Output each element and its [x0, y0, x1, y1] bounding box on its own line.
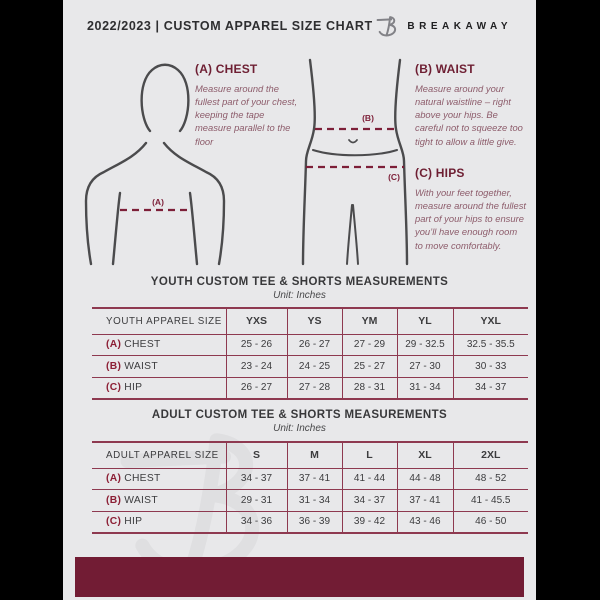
hips-body-text: With your feet together, measure around the fullest part of your hips to ensure you’ll have enough room to move comfortably.: [415, 187, 527, 251]
adult-waist-row: [92, 490, 528, 512]
youth-hip-ym: 28 - 31: [342, 377, 397, 399]
waist-instructions: [415, 62, 527, 148]
youth-chest-yxl: 32.5 - 35.5: [453, 334, 528, 356]
adult-section-title: ADULT CUSTOM TEE & SHORTS MEASUREMENTS: [151, 409, 448, 421]
adult-chest-l: 41 - 44: [342, 468, 397, 490]
size-chart-page: [63, 0, 536, 600]
size-column-l: L: [342, 442, 397, 468]
youth-size-header: YOUTH APPAREL SIZE: [106, 315, 222, 327]
adult-waist-label: (B) WAIST: [106, 494, 158, 506]
header: [63, 0, 536, 52]
youth-chest-yl: 29 - 32.5: [397, 334, 453, 356]
youth-waist-yxl: 30 - 33: [453, 356, 528, 378]
youth-hip-row: [92, 377, 528, 399]
size-column-ys: YS: [287, 308, 342, 334]
hips-heading: (C) HIPS: [415, 166, 465, 180]
youth-section-title: YOUTH CUSTOM TEE & SHORTS MEASUREMENTS: [150, 276, 449, 288]
adult-hip-l: 39 - 42: [342, 511, 397, 533]
adult-chest-2xl: 48 - 52: [453, 468, 528, 490]
youth-waist-ys: 24 - 25: [287, 356, 342, 378]
waist-body-text: Measure around your natural waistline – right above your hips. Be careful not to squeeze too tight to allow a little give.: [415, 83, 523, 147]
chest-body-text: Measure around the fullest part of your chest, keeping the tape measure parallel to the floor: [195, 83, 298, 147]
page-title: 2022/2023 | CUSTOM APPAREL SIZE CHART: [87, 19, 373, 33]
adult-waist-m: 31 - 34: [287, 490, 342, 512]
size-column-2xl: 2XL: [453, 442, 528, 468]
youth-chest-label: (A) CHEST: [106, 339, 161, 351]
brand: [375, 14, 512, 39]
youth-hip-ys: 27 - 28: [287, 377, 342, 399]
waist-heading: (B) WAIST: [415, 62, 475, 76]
brand-name: BREAKAWAY: [407, 20, 512, 32]
youth-chest-row: [92, 334, 528, 356]
waist-line-label: (B): [362, 113, 374, 123]
adult-hip-s: 34 - 36: [226, 511, 287, 533]
breakaway-logo-icon: [375, 14, 400, 39]
adult-hip-label: (C) HIP: [106, 516, 143, 527]
adult-hip-xl: 43 - 46: [397, 511, 453, 533]
hips-line-label: (C): [388, 172, 400, 182]
adult-chest-m: 37 - 41: [287, 468, 342, 490]
youth-hip-label: (C) HIP: [106, 382, 143, 393]
adult-unit-label: Unit: Inches: [273, 423, 326, 434]
youth-waist-label: (B) WAIST: [106, 360, 158, 372]
youth-hip-yl: 31 - 34: [397, 377, 453, 399]
adult-size-table: [92, 441, 528, 534]
youth-header-row: [92, 308, 528, 334]
adult-hip-m: 36 - 39: [287, 511, 342, 533]
adult-chest-s: 34 - 37: [226, 468, 287, 490]
size-column-yl: YL: [397, 308, 453, 334]
adult-hip-row: [92, 511, 528, 533]
chest-line-label: (A): [152, 197, 164, 207]
youth-chest-yxs: 25 - 26: [226, 334, 287, 356]
size-column-yxs: YXS: [226, 308, 287, 334]
youth-chest-ym: 27 - 29: [342, 334, 397, 356]
youth-waist-yxs: 23 - 24: [226, 356, 287, 378]
adult-chest-label: (A) CHEST: [106, 473, 161, 485]
size-column-m: M: [287, 442, 342, 468]
adult-waist-2xl: 41 - 45.5: [453, 490, 528, 512]
youth-size-table: [92, 307, 528, 400]
youth-hip-yxs: 26 - 27: [226, 377, 287, 399]
adult-size-header: ADULT APPAREL SIZE: [106, 449, 219, 461]
chest-instructions: [195, 62, 303, 148]
chest-heading: (A) CHEST: [195, 62, 258, 76]
adult-header-row: [92, 442, 528, 468]
adult-hip-2xl: 46 - 50: [453, 511, 528, 533]
lower-body-figure: [290, 57, 415, 267]
hips-instructions: [415, 166, 527, 252]
adult-waist-s: 29 - 31: [226, 490, 287, 512]
size-column-yxl: YXL: [453, 308, 528, 334]
youth-hip-yxl: 34 - 37: [453, 377, 528, 399]
youth-waist-row: [92, 356, 528, 378]
youth-unit-label: Unit: Inches: [273, 290, 326, 301]
youth-waist-ym: 25 - 27: [342, 356, 397, 378]
adult-chest-row: [92, 468, 528, 490]
size-column-s: S: [226, 442, 287, 468]
adult-waist-l: 34 - 37: [342, 490, 397, 512]
adult-chest-xl: 44 - 48: [397, 468, 453, 490]
footer-bar: [75, 557, 524, 597]
size-column-ym: YM: [342, 308, 397, 334]
size-column-xl: XL: [397, 442, 453, 468]
youth-chest-ys: 26 - 27: [287, 334, 342, 356]
adult-waist-xl: 37 - 41: [397, 490, 453, 512]
youth-waist-yl: 27 - 30: [397, 356, 453, 378]
